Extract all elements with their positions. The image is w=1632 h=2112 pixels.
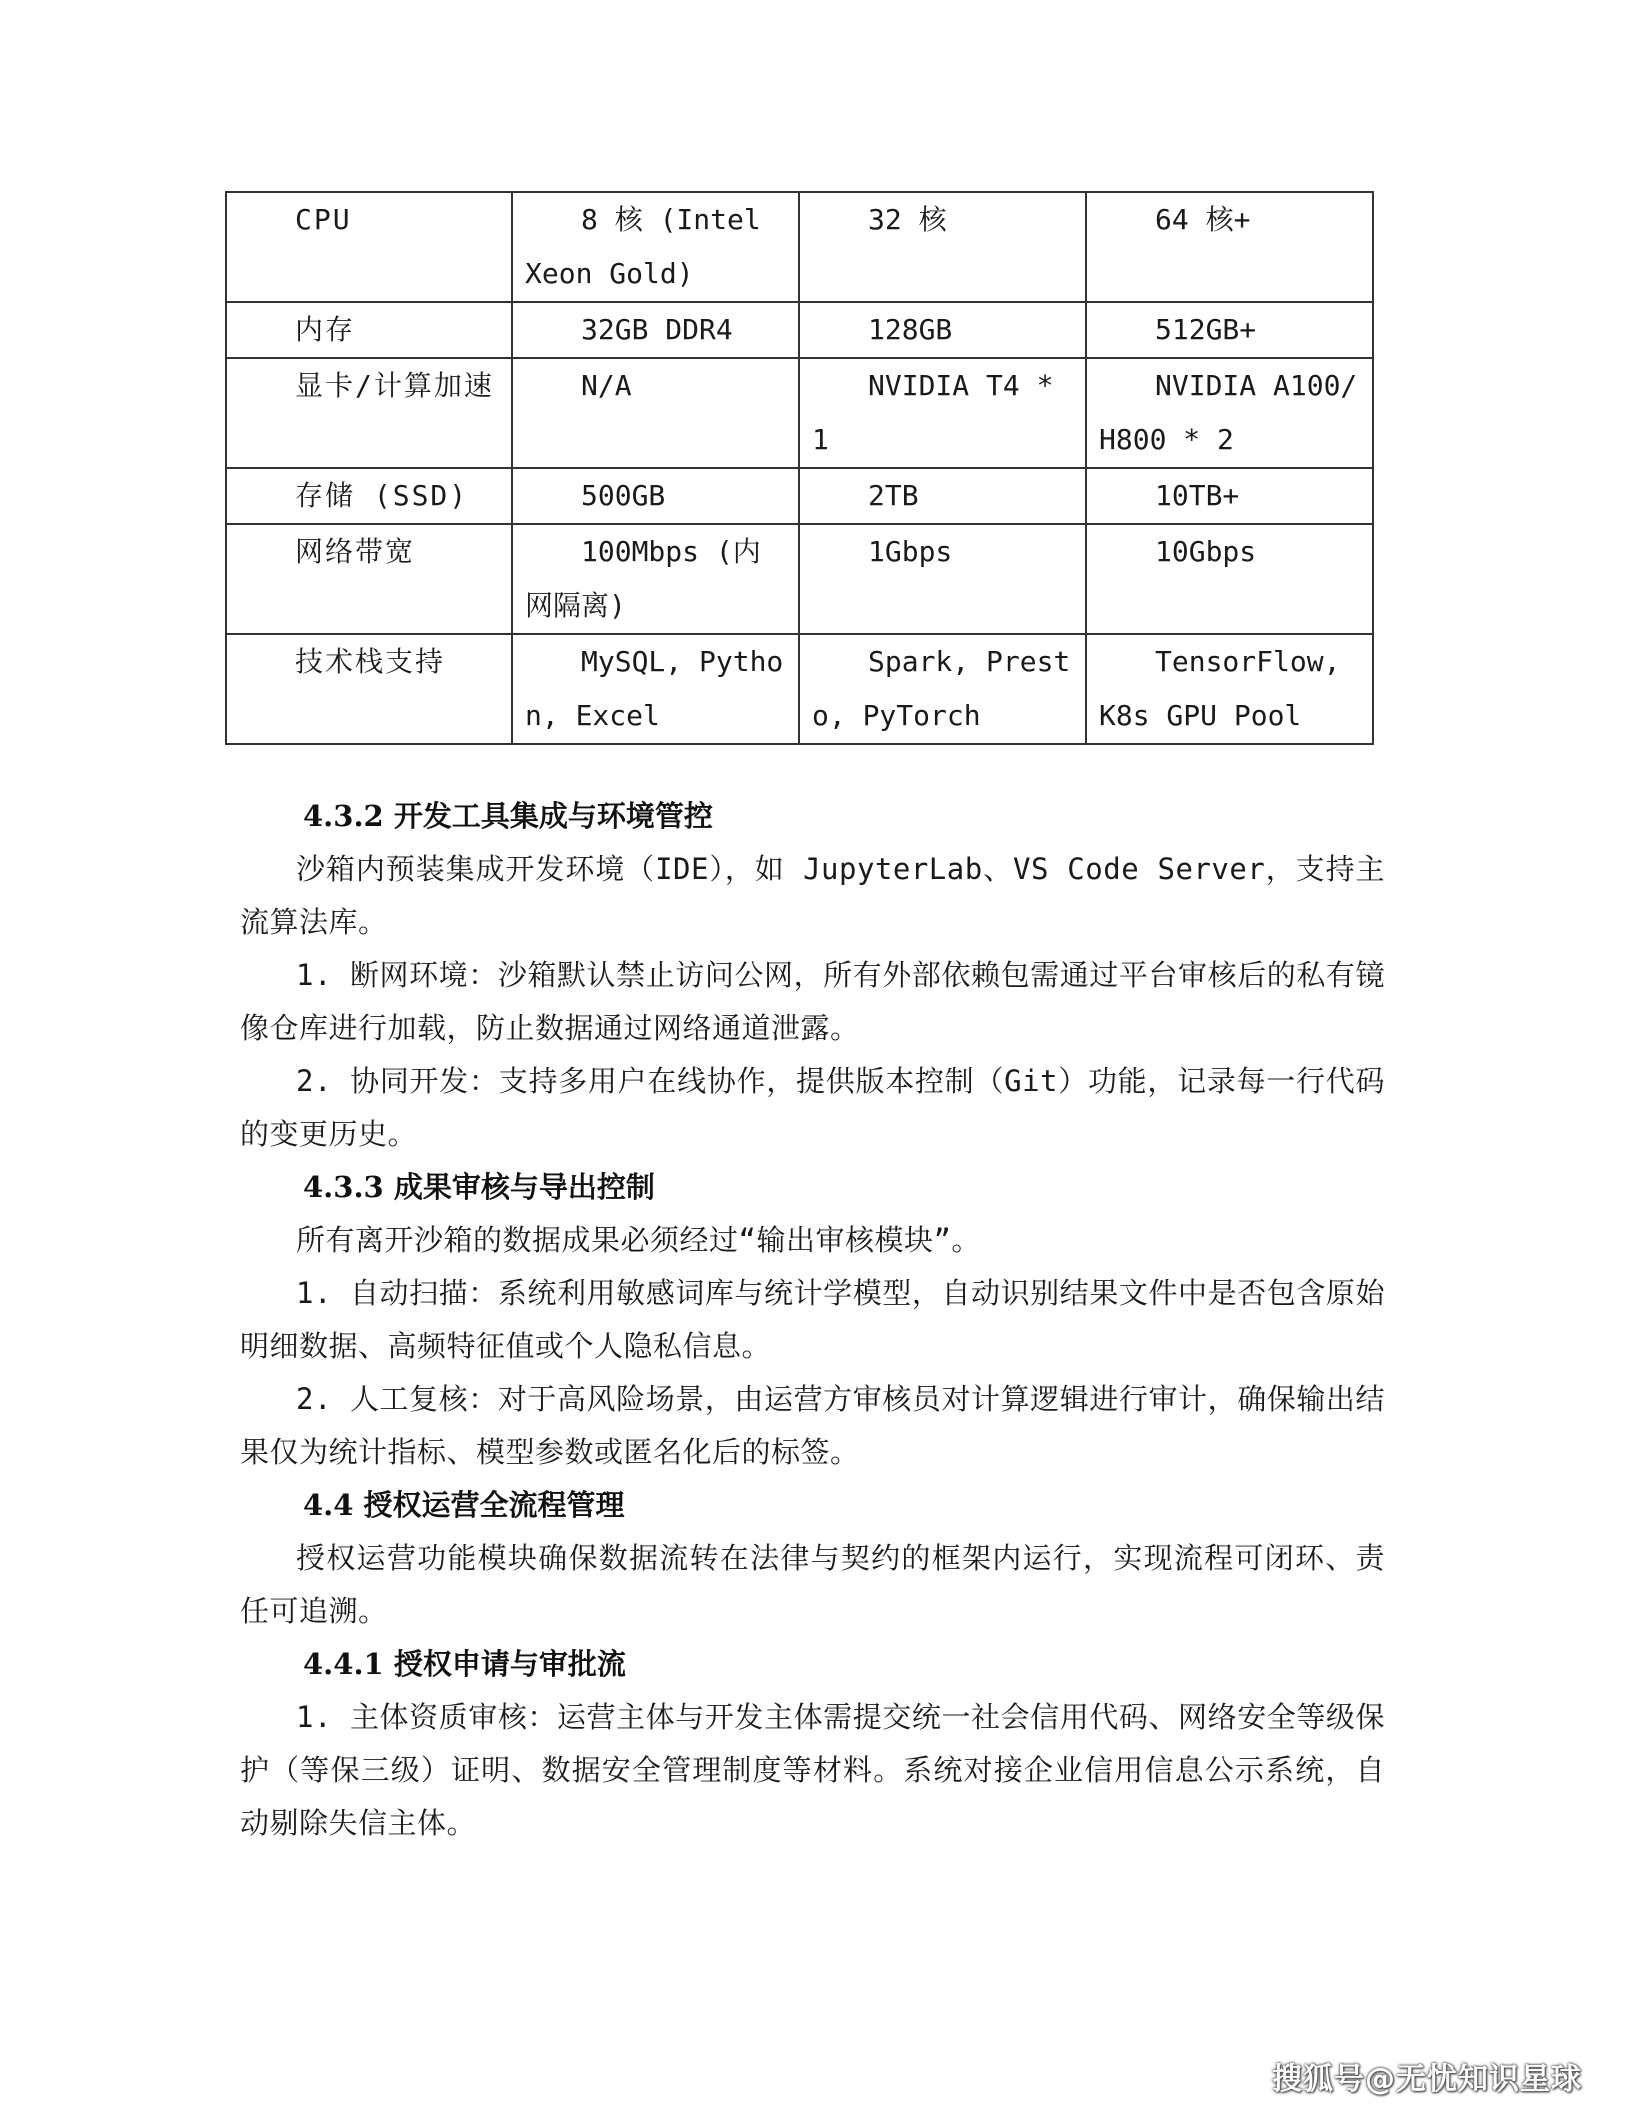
table-cell: TensorFlow, K8s GPU Pool <box>1086 634 1373 744</box>
table-cell-label: 技术栈支持 <box>226 634 512 744</box>
table-row <box>226 524 1373 634</box>
table-cell: MySQL, Python, Excel <box>512 634 799 744</box>
list-item: 2. 人工复核：对于高风险场景，由运营方审核员对计算逻辑进行审计，确保输出结果仅为统计指标、模型参数或匿名化后的标签。 <box>240 1382 1385 1469</box>
source-watermark: 搜狐号@无忧知识星球 <box>1272 2062 1582 2097</box>
table-cell-label: 内存 <box>226 302 512 358</box>
table-cell: 8 核 (Intel Xeon Gold) <box>512 192 799 302</box>
table-cell: 32GB DDR4 <box>512 302 799 358</box>
paragraph: 所有离开沙箱的数据成果必须经过“输出审核模块”。 <box>296 1223 981 1257</box>
table-cell-label: 网络带宽 <box>226 524 512 634</box>
table-cell: 64 核+ <box>1086 192 1373 302</box>
table-row <box>226 192 1373 302</box>
table-cell: 10TB+ <box>1086 468 1373 524</box>
section-heading-4-4-1: 4.4.1 授权申请与审批流 <box>303 1647 626 1681</box>
table-row <box>226 358 1373 468</box>
section-heading-4-3-2: 4.3.2 开发工具集成与环境管控 <box>303 799 713 833</box>
table-cell: 500GB <box>512 468 799 524</box>
table-cell: NVIDIA T4 * 1 <box>799 358 1086 468</box>
list-item: 1. 主体资质审核：运营主体与开发主体需提交统一社会信用代码、网络安全等级保护（等保三级）证明、数据安全管理制度等材料。系统对接企业信用信息公示系统，自动剔除失信主体。 <box>240 1700 1385 1840</box>
table-cell: 100Mbps (内网隔离) <box>512 524 799 634</box>
table-cell-label: 显卡/计算加速 <box>226 358 512 468</box>
table-cell: 32 核 <box>799 192 1086 302</box>
table-cell: 512GB+ <box>1086 302 1373 358</box>
table-cell: N/A <box>512 358 799 468</box>
hardware-spec-table <box>225 191 1374 745</box>
section-heading-4-4: 4.4 授权运营全流程管理 <box>303 1488 625 1522</box>
table-cell: 1Gbps <box>799 524 1086 634</box>
table-row <box>226 302 1373 358</box>
table-cell-label: 存储 (SSD) <box>226 468 512 524</box>
table-cell: NVIDIA A100/H800 * 2 <box>1086 358 1373 468</box>
document-body <box>240 790 1385 1850</box>
paragraph: 沙箱内预装集成开发环境（IDE），如 JupyterLab、VS Code Server，支持主流算法库。 <box>240 852 1385 939</box>
table-row <box>226 634 1373 744</box>
table-cell-label: CPU <box>226 192 512 302</box>
paragraph: 授权运营功能模块确保数据流转在法律与契约的框架内运行，实现流程可闭环、责任可追溯。 <box>240 1541 1385 1628</box>
table-cell: 2TB <box>799 468 1086 524</box>
table-row <box>226 468 1373 524</box>
section-heading-4-3-3: 4.3.3 成果审核与导出控制 <box>303 1170 655 1204</box>
table-cell: 128GB <box>799 302 1086 358</box>
table-cell: 10Gbps <box>1086 524 1373 634</box>
list-item: 2. 协同开发：支持多用户在线协作，提供版本控制（Git）功能，记录每一行代码的变更历史。 <box>240 1064 1385 1151</box>
table-cell: Spark, Presto, PyTorch <box>799 634 1086 744</box>
list-item: 1. 断网环境：沙箱默认禁止访问公网，所有外部依赖包需通过平台审核后的私有镜像仓库进行加载，防止数据通过网络通道泄露。 <box>240 958 1385 1045</box>
list-item: 1. 自动扫描：系统利用敏感词库与统计学模型，自动识别结果文件中是否包含原始明细数据、高频特征值或个人隐私信息。 <box>240 1276 1385 1363</box>
